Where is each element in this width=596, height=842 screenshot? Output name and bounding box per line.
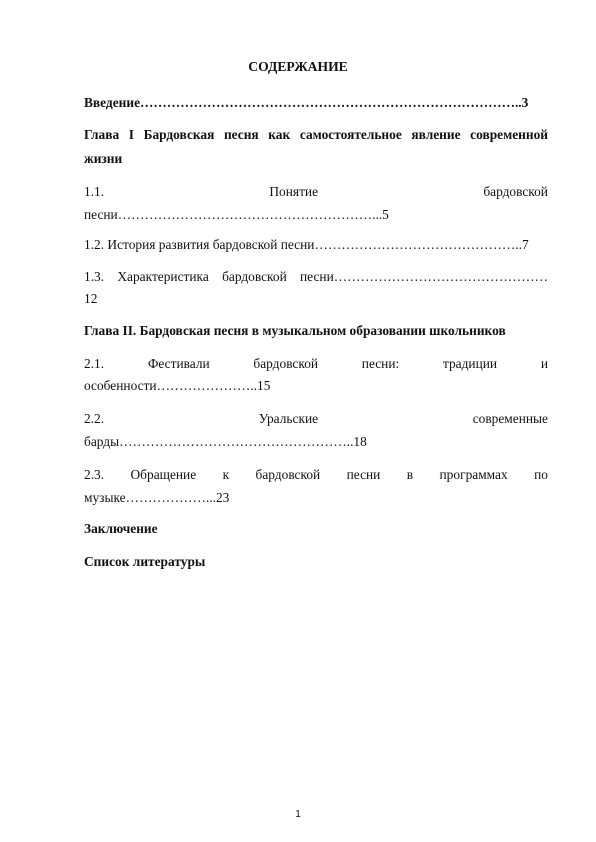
toc-word: самостоятельное	[299, 127, 402, 142]
toc-word: программах	[439, 467, 508, 482]
toc-word: песни:	[361, 356, 400, 371]
toc-word: традиции	[442, 356, 498, 371]
toc-word: Понятие	[269, 184, 319, 199]
toc-word: явление	[411, 127, 461, 142]
toc-word: 1.1.	[84, 184, 105, 199]
toc-entry-2-2-line-2: барды……………………………………………..18	[84, 434, 367, 449]
toc-entry-1-3-line-1	[84, 269, 548, 285]
toc-word: 2.3.	[84, 467, 105, 482]
toc-entry-2-2-line-1	[84, 411, 548, 427]
toc-word: по	[534, 467, 548, 482]
toc-entry-2-1-line-2: особенности…………………..15	[84, 378, 271, 393]
toc-word: Характеристика	[117, 269, 209, 284]
toc-word: 2.1.	[84, 356, 105, 371]
toc-word: песня	[223, 127, 259, 142]
toc-entry-1-3-line-2: 12	[84, 291, 98, 306]
toc-entry-chapter-1-line-2: жизни	[84, 151, 123, 166]
toc-word: Уральские	[258, 411, 319, 426]
page-title: СОДЕРЖАНИЕ	[248, 59, 348, 74]
toc-entry-chapter-2: Глава II. Бардовская песня в музыкальном образовании школьников	[84, 323, 506, 338]
toc-word: к	[222, 467, 230, 482]
toc-word: бардовской	[255, 467, 321, 482]
toc-word: и	[540, 356, 548, 371]
toc-word: бардовской	[222, 269, 287, 284]
toc-word: как	[268, 127, 291, 142]
toc-word: современные	[472, 411, 548, 426]
toc-word: 1.3.	[84, 269, 105, 284]
toc-entry-2-3-line-2: музыке………………...23	[84, 490, 230, 505]
toc-word: Обращение	[130, 467, 197, 482]
toc-entry-2-3-line-1	[84, 467, 548, 483]
toc-word: Глава	[84, 127, 120, 142]
toc-entry-1-2: 1.2. История развития бардовской песни………………………………………..7	[84, 237, 529, 252]
toc-entry-1-1-line-1	[84, 184, 548, 200]
toc-word: в	[406, 467, 414, 482]
toc-entry-intro: Введение…………………………………………………………………………..3	[84, 95, 529, 110]
toc-entry-references: Список литературы	[84, 554, 206, 569]
toc-word: I	[128, 127, 134, 142]
toc-entry-chapter-1-line-1	[84, 127, 548, 143]
toc-word: современной	[470, 127, 548, 142]
toc-word: бардовской	[253, 356, 319, 371]
toc-entry-conclusion: Заключение	[84, 521, 158, 536]
toc-word: Бардовская	[143, 127, 215, 142]
toc-word: бардовской	[483, 184, 548, 199]
toc-word: Фестивали	[147, 356, 210, 371]
page-number: 1	[295, 809, 301, 820]
toc-entry-2-1-line-1	[84, 356, 548, 372]
toc-word: 2.2.	[84, 411, 105, 426]
toc-entry-1-1-line-2: песни…………………………………………………...5	[84, 207, 389, 222]
toc-word: песни	[346, 467, 381, 482]
toc-word: песни…………………………………………	[300, 269, 548, 284]
